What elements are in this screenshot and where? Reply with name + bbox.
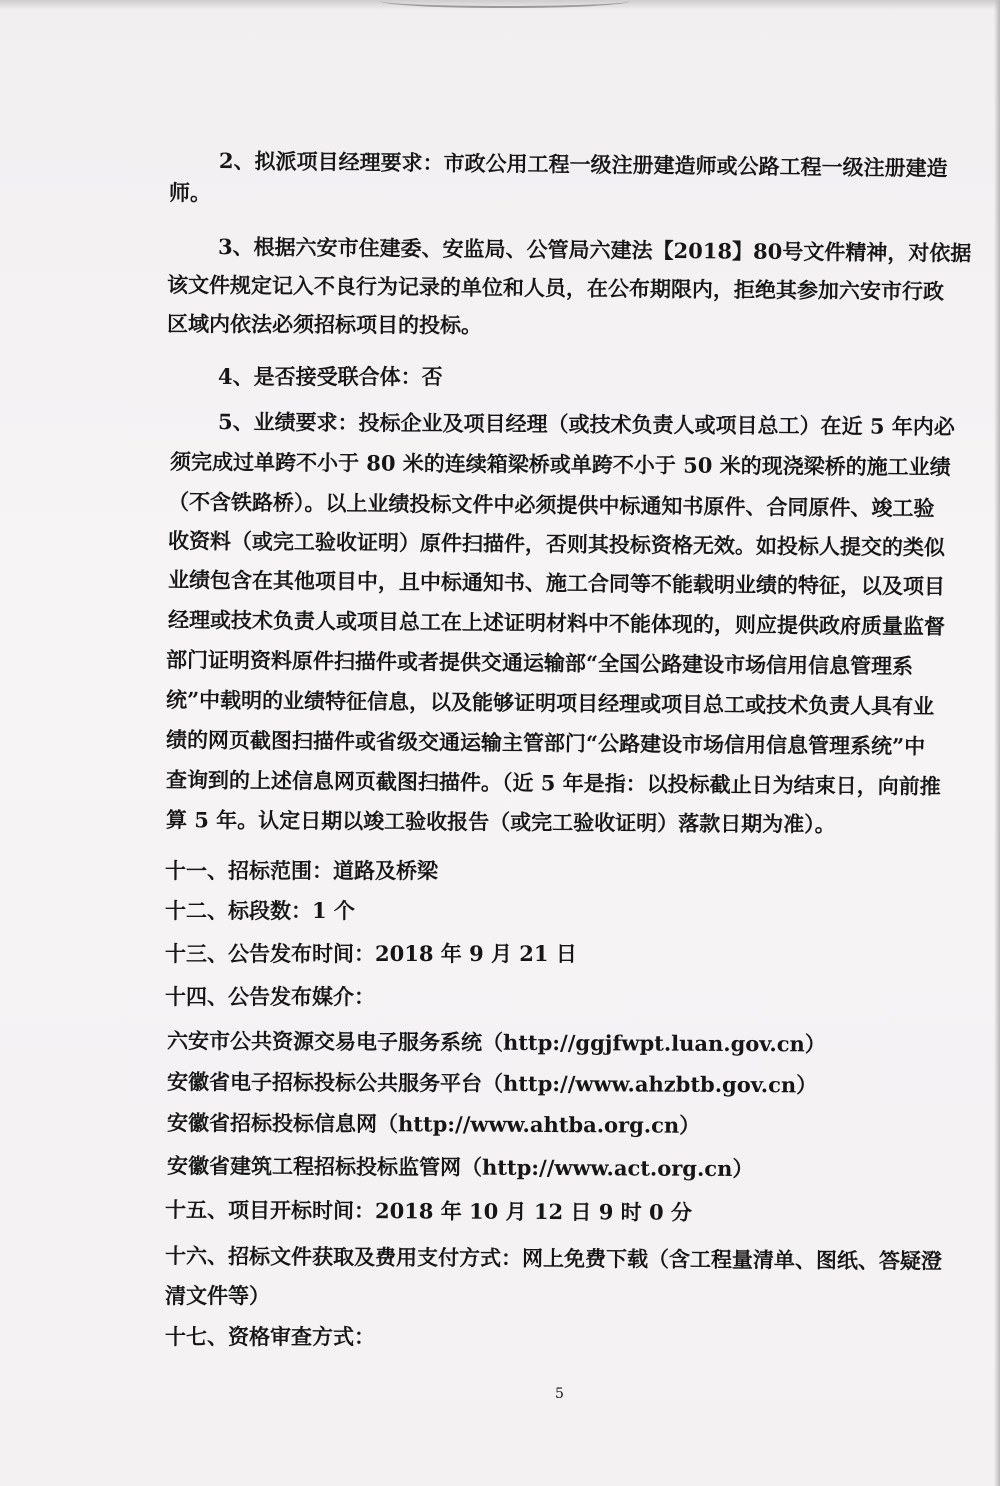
text-line: 须完成过单跨不小于 80 米的连续箱梁桥或单跨不小于 50 米的现浇梁桥的施工业绩 — [169, 449, 951, 480]
text-line: 5、业绩要求：投标企业及项目经理（或技术负责人或项目总工）在近 5 年内必 — [217, 409, 955, 440]
text-line: 业绩包含在其他项目中，且中标通知书、施工合同等不能载明业绩的特征，以及项目 — [167, 567, 946, 599]
text-line: 该文件规定记入不良行为记录的单位和人员，在公布期限内，拒绝其参加六安市行政 — [166, 272, 945, 304]
text-line: 绩的网页截图扫描件或省级交通运输主管部门“公路建设市场信用信息管理系统”中 — [165, 727, 926, 759]
section-heading: 十四、公告发布媒介： — [165, 984, 375, 1009]
text-line: 经理或技术负责人或项目总工在上述证明材料中不能体现的，则应提供政府质量监督 — [167, 607, 946, 639]
section-heading: 十五、项目开标时间：2018 年 10 月 12 日 9 时 0 分 — [164, 1197, 692, 1225]
media-url-line: 六安市公共资源交易电子服务系统（http://ggjfwpt.luan.gov.cn） — [166, 1028, 826, 1057]
page-right-shadow — [994, 0, 1000, 1486]
text-line: 3、根据六安市住建委、安监局、公管局六建法【2018】80号文件精神，对依据 — [217, 234, 972, 266]
text-line: 区域内依法必须招标项目的投标。 — [166, 311, 483, 338]
section-heading: 十七、资格审查方式： — [165, 1324, 375, 1349]
media-url-line: 安徽省建筑工程招标投标监管网（http://www.act.org.cn） — [166, 1153, 754, 1182]
media-url-line: 安徽省招标投标信息网（http://www.ahtba.org.cn） — [166, 1110, 701, 1138]
text-line: 收资料（或完工验收证明）原件扫描件，否则其投标资格无效。如投标人提交的类似 — [167, 528, 946, 560]
text-line: 清文件等） — [165, 1283, 270, 1308]
section-heading: 十三、公告发布时间：2018 年 9 月 21 日 — [165, 941, 577, 966]
text-line: 师。 — [169, 180, 211, 205]
text-line: 统”中载明的业绩特征信息，以及能够证明项目经理或项目总工或技术负责人具有业 — [165, 687, 935, 719]
text-line: 算 5 年。认定日期以竣工验收报告（或完工验收证明）落款日期为准）。 — [165, 807, 836, 837]
text-line: （不含铁路桥）。以上业绩投标文件中必须提供中标通知书原件、合同原件、竣工验 — [167, 489, 935, 521]
text-line: 4、是否接受联合体：否 — [218, 364, 443, 389]
text-line: 2、拟派项目经理要求：市政公用工程一级注册建造师或公路工程一级注册建造 — [218, 148, 948, 181]
section-heading: 十二、标段数：1 个 — [165, 898, 355, 923]
text-line: 查询到的上述信息网页截图扫描件。（近 5 年是指：以投标截止日为结束日，向前推 — [165, 767, 941, 799]
page-number: 5 — [555, 1386, 564, 1402]
text-line: 部门证明资料原件扫描件或者提供交通运输部“全国公路建设市场信用信息管理系 — [165, 647, 914, 679]
section-heading: 十一、招标范围：道路及桥梁 — [165, 858, 438, 883]
media-url-line: 安徽省电子招标投标公共服务平台（http://www.ahzbtb.gov.cn） — [166, 1069, 818, 1098]
section-heading: 十六、招标文件获取及费用支付方式：网上免费下载（含工程量清单、图纸、答疑澄 — [164, 1243, 943, 1274]
